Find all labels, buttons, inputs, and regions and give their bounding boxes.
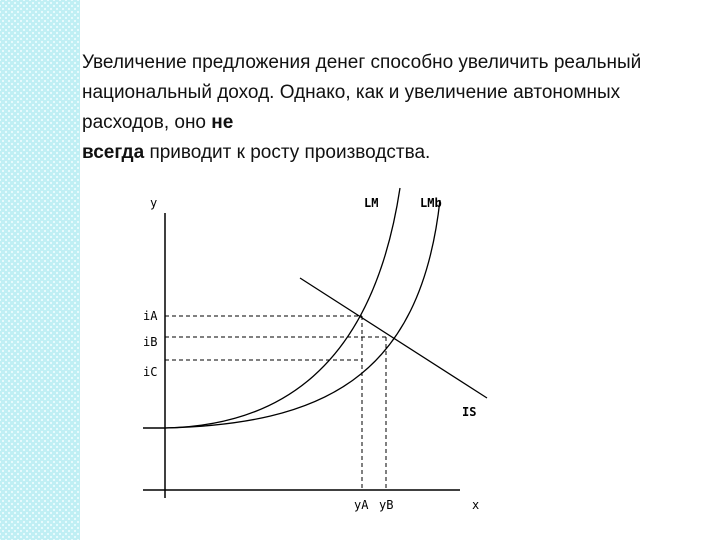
text-bold-2: всегда: [82, 142, 145, 163]
lm-curve: [165, 188, 400, 428]
output-label-yb: yB: [379, 498, 394, 512]
rate-label-ia: iA: [143, 309, 158, 323]
lmb-curve: [165, 200, 440, 428]
axis-x-label: x: [472, 498, 480, 512]
curve-label-is: IS: [462, 405, 477, 419]
axis-y-label: y: [150, 196, 158, 210]
curve-label-lmb: LMb: [420, 196, 442, 210]
rate-label-ic: iC: [143, 365, 158, 379]
is-curve: [300, 278, 487, 398]
text-part-1: Увеличение предложения денег способно увеличить реальный национальный доход. Однако, как и увеличение автономных расходов, оно: [82, 52, 642, 133]
text-part-2: приводит к росту производства.: [144, 142, 431, 163]
curve-label-lm: LM: [364, 196, 379, 210]
text-bold-1: не: [211, 112, 234, 133]
output-label-ya: yA: [354, 498, 369, 512]
rate-label-ib: iB: [143, 335, 158, 349]
